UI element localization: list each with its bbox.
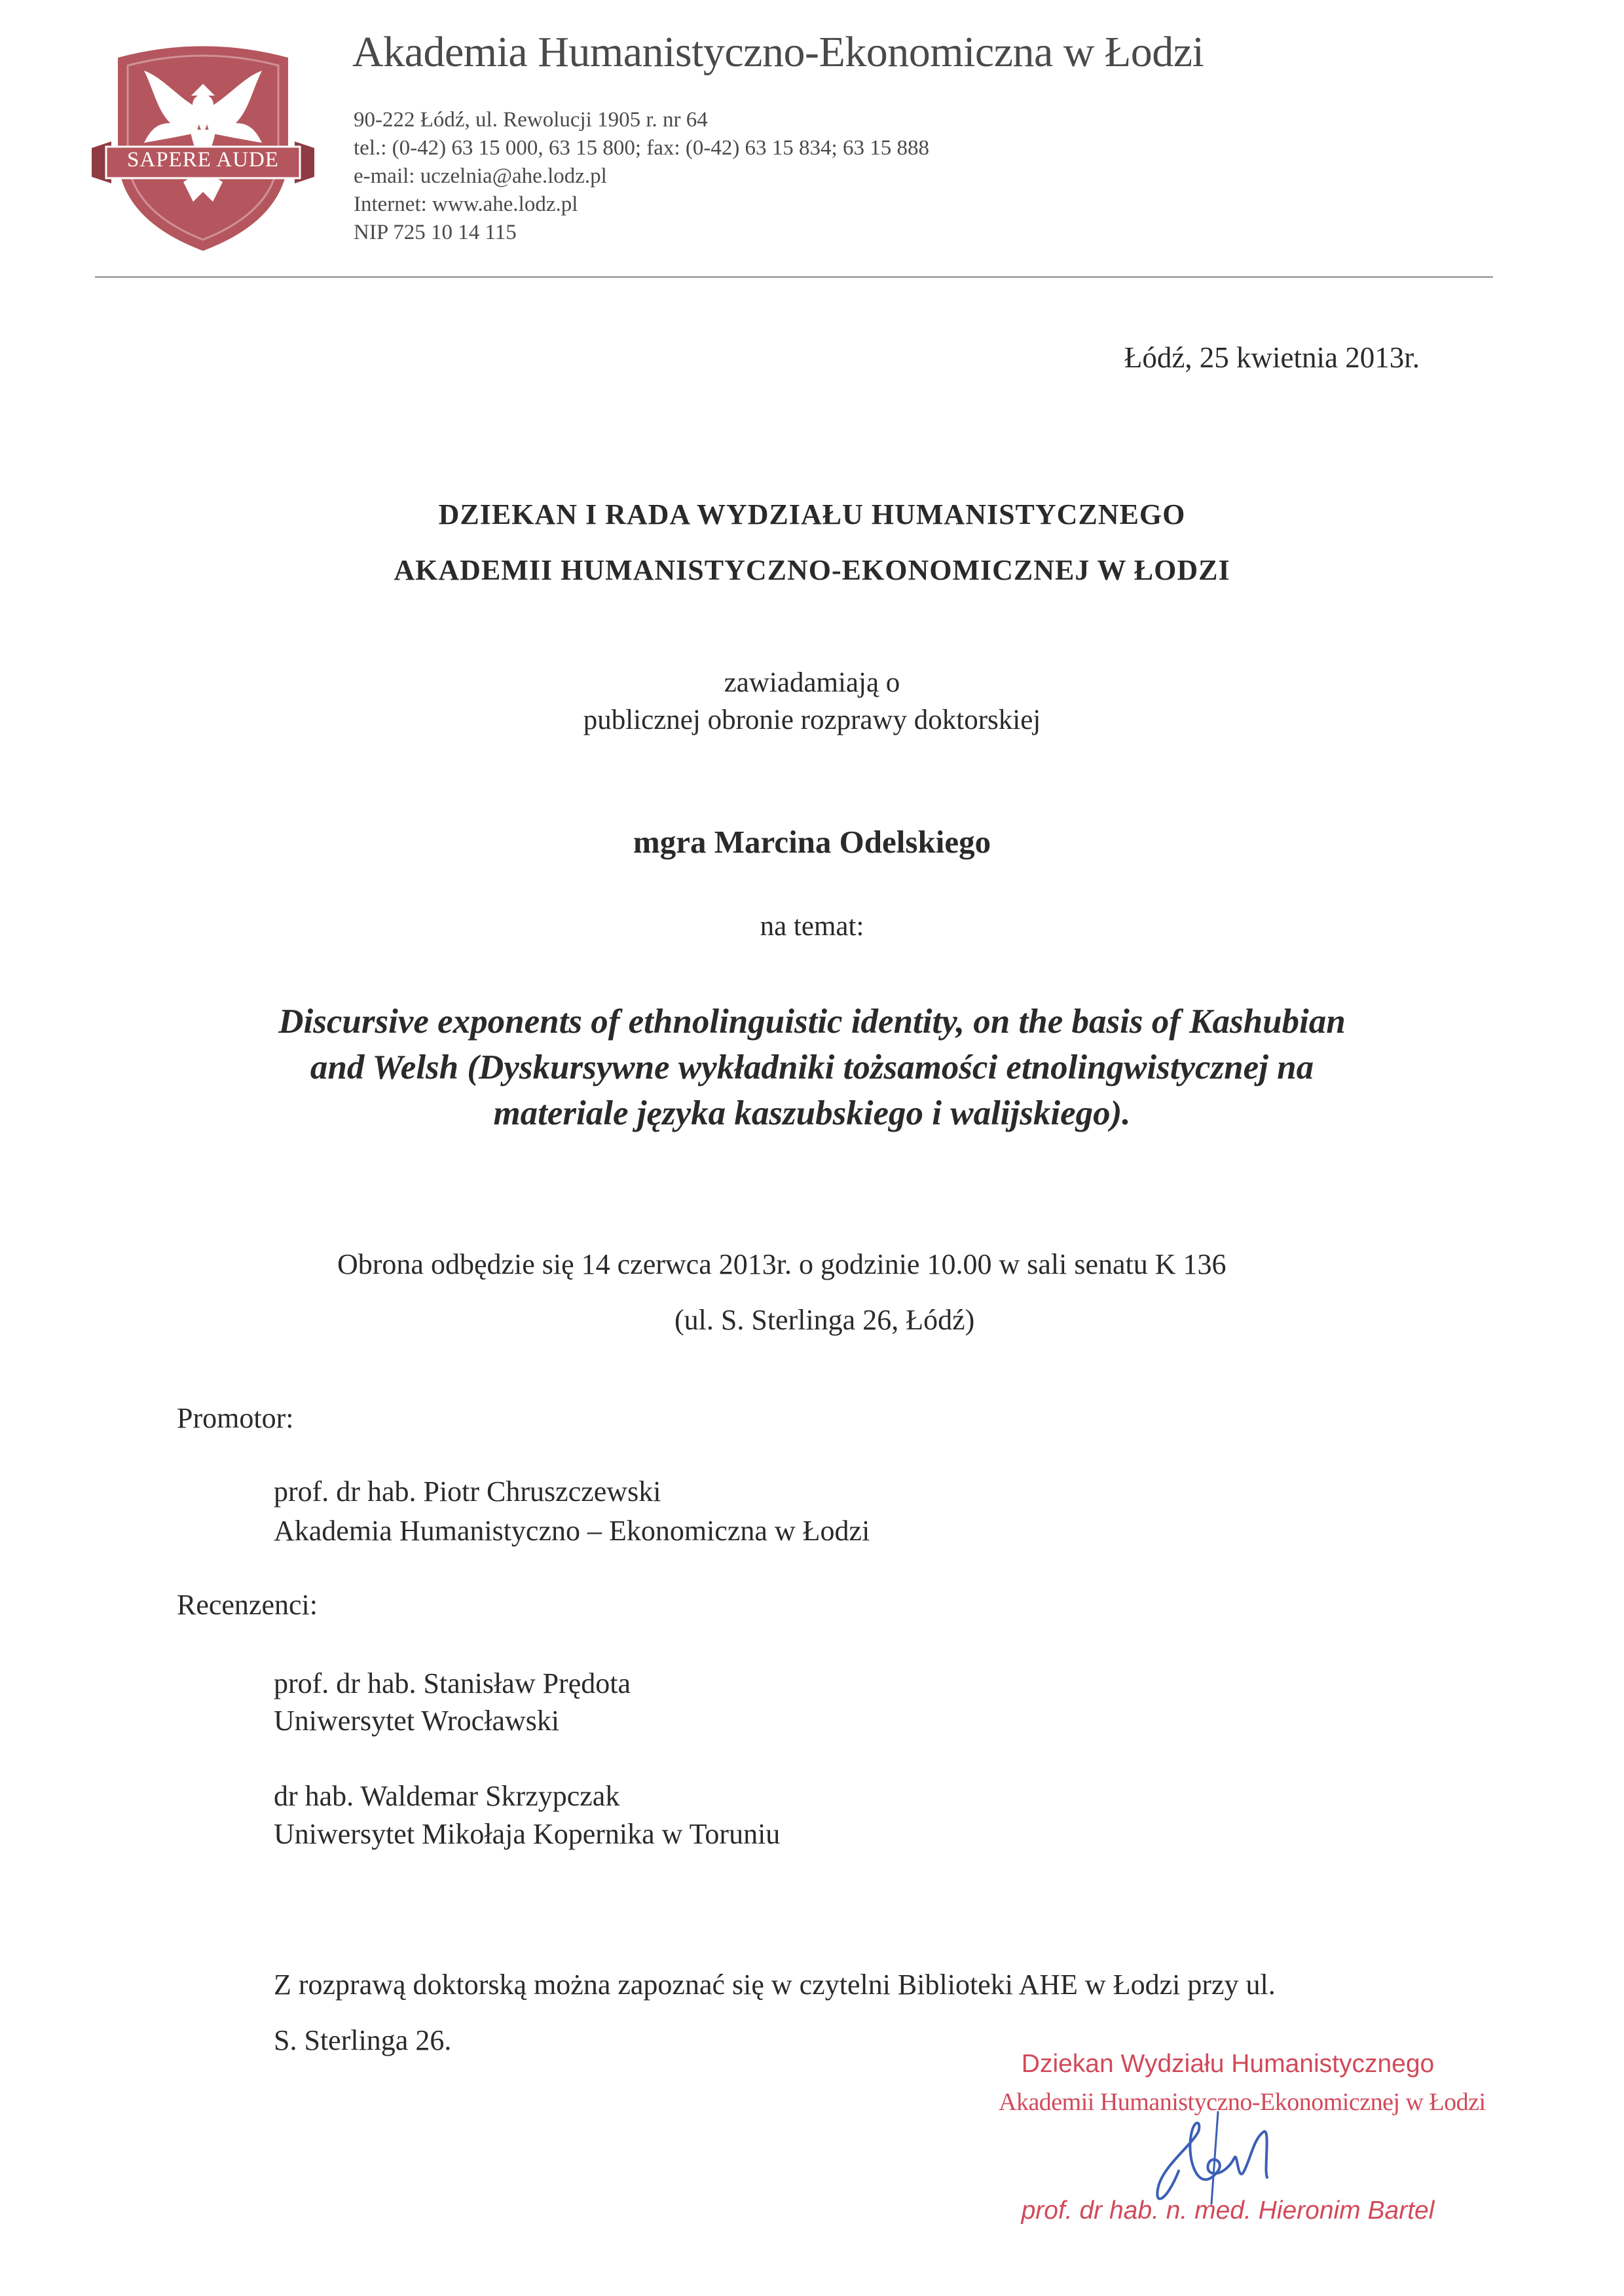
thesis-title: [170, 999, 1454, 1136]
stamp-line-1: Dziekan Wydziału Humanistycznego: [1021, 2050, 1435, 2078]
defense-details: Obrona odbędzie się 14 czerwca 2013r. o godzinie 10.00 w sali senatu K 136: [337, 1248, 1227, 1280]
email-line: e-mail: uczelnia@ahe.lodz.pl: [354, 164, 607, 188]
reviewer-name: dr hab. Waldemar Skrzypczak: [274, 1780, 620, 1812]
promotor-name: prof. dr hab. Piotr Chruszczewski: [274, 1475, 661, 1508]
eagle-shield-icon: [92, 31, 314, 254]
reviewer-affiliation: Uniwersytet Mikołaja Kopernika w Toruniu: [274, 1818, 781, 1850]
signature: [1139, 2092, 1297, 2217]
university-name: Akademia Humanistyczno-Ekonomiczna w Łodzi: [352, 28, 1204, 76]
address-block: [354, 106, 929, 247]
thesis-title-line-3: materiale języka kaszubskiego i walijskiego).: [493, 1094, 1131, 1132]
letterhead-divider: [95, 276, 1493, 278]
address-line: 90-222 Łódź, ul. Rewolucji 1905 r. nr 64: [354, 108, 708, 132]
document-date: Łódź, 25 kwietnia 2013r.: [1124, 341, 1420, 374]
reviewer-affiliation: Uniwersytet Wrocławski: [274, 1705, 560, 1737]
announcement-line-1: zawiadamiają o: [724, 667, 900, 698]
reviewers-label: Recenzenci:: [177, 1589, 318, 1621]
nip-line: NIP 725 10 14 115: [354, 221, 517, 244]
candidate-name: mgra Marcina Odelskiego: [633, 824, 991, 860]
logo-motto: SAPERE AUDE: [127, 148, 279, 172]
defense-address: (ul. S. Sterlinga 26, Łódź): [674, 1304, 975, 1336]
phone-line: tel.: (0-42) 63 15 000, 63 15 800; fax: (0-42) 63 15 834; 63 15 888: [354, 136, 929, 160]
thesis-title-line-2: and Welsh (Dyskursywne wykładniki tożsamości etnolingwistycznej na: [310, 1048, 1314, 1086]
topic-label: na temat:: [760, 911, 864, 942]
closing-line-1: Z rozprawą doktorską można zapoznać się w czytelni Biblioteki AHE w Łodzi przy ul.: [274, 1969, 1276, 2001]
thesis-title-line-1: Discursive exponents of ethnolinguistic identity, on the basis of Kashubian: [278, 1003, 1346, 1041]
stamp-line-3: prof. dr hab. n. med. Hieronim Bartel: [1021, 2196, 1435, 2225]
website-line: Internet: www.ahe.lodz.pl: [354, 193, 578, 216]
stamp-line-2: Akademii Humanistyczno-Ekonomicznej w Łodzi: [999, 2088, 1486, 2116]
heading-line-1: DZIEKAN I RADA WYDZIAŁU HUMANISTYCZNEGO: [438, 498, 1186, 530]
closing-line-2: S. Sterlinga 26.: [274, 2024, 452, 2056]
promotor-affiliation: Akademia Humanistyczno – Ekonomiczna w Łodzi: [274, 1515, 870, 1547]
heading-line-2: AKADEMII HUMANISTYCZNO-EKONOMICZNEJ W ŁODZI: [394, 554, 1230, 586]
university-logo: [92, 31, 314, 254]
promotor-label: Promotor:: [177, 1402, 294, 1434]
announcement-line-2: publicznej obronie rozprawy doktorskiej: [583, 705, 1041, 735]
reviewer-name: prof. dr hab. Stanisław Prędota: [274, 1667, 631, 1699]
